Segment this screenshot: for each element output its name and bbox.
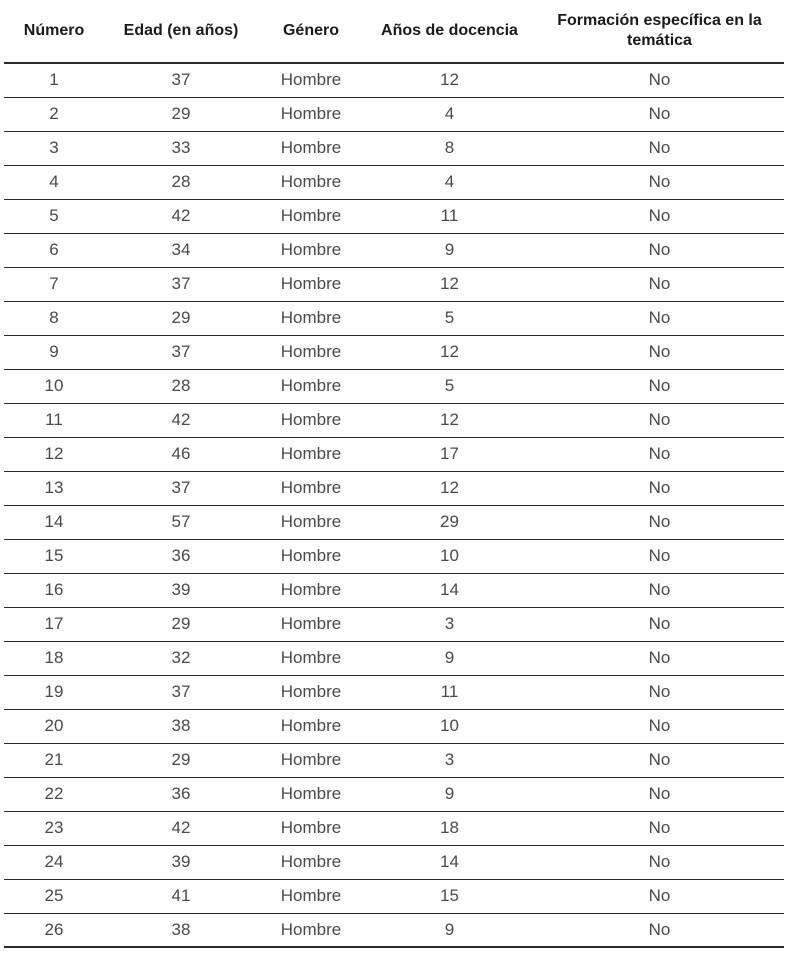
cell-numero: 18 bbox=[4, 641, 104, 675]
cell-genero: Hombre bbox=[258, 233, 364, 267]
teachers-table bbox=[4, 0, 784, 948]
cell-formacion: No bbox=[535, 505, 784, 539]
cell-edad: 28 bbox=[104, 369, 258, 403]
cell-numero: 9 bbox=[4, 335, 104, 369]
cell-anos-docencia: 12 bbox=[364, 403, 535, 437]
cell-anos-docencia: 9 bbox=[364, 913, 535, 947]
cell-edad: 36 bbox=[104, 539, 258, 573]
table-row bbox=[4, 131, 784, 165]
table-row bbox=[4, 505, 784, 539]
cell-anos-docencia: 3 bbox=[364, 743, 535, 777]
table-row bbox=[4, 845, 784, 879]
cell-formacion: No bbox=[535, 131, 784, 165]
cell-anos-docencia: 11 bbox=[364, 199, 535, 233]
cell-anos-docencia: 10 bbox=[364, 709, 535, 743]
cell-numero: 13 bbox=[4, 471, 104, 505]
table-row bbox=[4, 165, 784, 199]
cell-genero: Hombre bbox=[258, 641, 364, 675]
cell-anos-docencia: 12 bbox=[364, 267, 535, 301]
cell-edad: 46 bbox=[104, 437, 258, 471]
header-row bbox=[4, 0, 784, 63]
cell-numero: 20 bbox=[4, 709, 104, 743]
cell-numero: 26 bbox=[4, 913, 104, 947]
column-header-edad: Edad (en años) bbox=[104, 0, 258, 63]
table-row bbox=[4, 335, 784, 369]
cell-edad: 34 bbox=[104, 233, 258, 267]
cell-genero: Hombre bbox=[258, 131, 364, 165]
cell-anos-docencia: 18 bbox=[364, 811, 535, 845]
cell-anos-docencia: 11 bbox=[364, 675, 535, 709]
cell-genero: Hombre bbox=[258, 811, 364, 845]
cell-numero: 15 bbox=[4, 539, 104, 573]
cell-formacion: No bbox=[535, 199, 784, 233]
table-row bbox=[4, 199, 784, 233]
cell-anos-docencia: 3 bbox=[364, 607, 535, 641]
cell-anos-docencia: 12 bbox=[364, 335, 535, 369]
cell-edad: 57 bbox=[104, 505, 258, 539]
cell-genero: Hombre bbox=[258, 607, 364, 641]
cell-genero: Hombre bbox=[258, 777, 364, 811]
table-row bbox=[4, 709, 784, 743]
cell-anos-docencia: 5 bbox=[364, 369, 535, 403]
table-row bbox=[4, 233, 784, 267]
cell-anos-docencia: 9 bbox=[364, 641, 535, 675]
cell-formacion: No bbox=[535, 913, 784, 947]
cell-formacion: No bbox=[535, 641, 784, 675]
cell-numero: 12 bbox=[4, 437, 104, 471]
cell-formacion: No bbox=[535, 165, 784, 199]
cell-numero: 1 bbox=[4, 63, 104, 97]
cell-numero: 17 bbox=[4, 607, 104, 641]
cell-anos-docencia: 14 bbox=[364, 573, 535, 607]
table-row bbox=[4, 743, 784, 777]
table-row bbox=[4, 573, 784, 607]
cell-edad: 42 bbox=[104, 403, 258, 437]
cell-anos-docencia: 29 bbox=[364, 505, 535, 539]
cell-genero: Hombre bbox=[258, 267, 364, 301]
table-row bbox=[4, 675, 784, 709]
cell-genero: Hombre bbox=[258, 437, 364, 471]
cell-edad: 37 bbox=[104, 675, 258, 709]
cell-genero: Hombre bbox=[258, 743, 364, 777]
table-row bbox=[4, 267, 784, 301]
table-row bbox=[4, 63, 784, 97]
cell-numero: 21 bbox=[4, 743, 104, 777]
column-header-numero: Número bbox=[4, 0, 104, 63]
table-row bbox=[4, 403, 784, 437]
cell-anos-docencia: 9 bbox=[364, 777, 535, 811]
cell-anos-docencia: 14 bbox=[364, 845, 535, 879]
cell-genero: Hombre bbox=[258, 709, 364, 743]
cell-genero: Hombre bbox=[258, 97, 364, 131]
cell-numero: 2 bbox=[4, 97, 104, 131]
cell-edad: 29 bbox=[104, 301, 258, 335]
cell-anos-docencia: 15 bbox=[364, 879, 535, 913]
cell-numero: 10 bbox=[4, 369, 104, 403]
cell-anos-docencia: 17 bbox=[364, 437, 535, 471]
cell-formacion: No bbox=[535, 301, 784, 335]
cell-formacion: No bbox=[535, 845, 784, 879]
cell-numero: 22 bbox=[4, 777, 104, 811]
cell-numero: 19 bbox=[4, 675, 104, 709]
cell-edad: 42 bbox=[104, 199, 258, 233]
table-row bbox=[4, 437, 784, 471]
cell-genero: Hombre bbox=[258, 165, 364, 199]
table-row bbox=[4, 301, 784, 335]
cell-edad: 39 bbox=[104, 573, 258, 607]
cell-numero: 5 bbox=[4, 199, 104, 233]
cell-anos-docencia: 8 bbox=[364, 131, 535, 165]
table-row bbox=[4, 97, 784, 131]
column-header-anos-docencia: Años de docencia bbox=[364, 0, 535, 63]
cell-numero: 16 bbox=[4, 573, 104, 607]
cell-genero: Hombre bbox=[258, 335, 364, 369]
cell-edad: 39 bbox=[104, 845, 258, 879]
cell-formacion: No bbox=[535, 675, 784, 709]
column-header-genero: Género bbox=[258, 0, 364, 63]
cell-numero: 24 bbox=[4, 845, 104, 879]
cell-numero: 14 bbox=[4, 505, 104, 539]
cell-genero: Hombre bbox=[258, 845, 364, 879]
cell-formacion: No bbox=[535, 811, 784, 845]
cell-anos-docencia: 4 bbox=[364, 97, 535, 131]
column-header-formacion: Formación específica en la temática bbox=[535, 0, 784, 63]
cell-genero: Hombre bbox=[258, 913, 364, 947]
table-row bbox=[4, 811, 784, 845]
cell-anos-docencia: 4 bbox=[364, 165, 535, 199]
cell-edad: 36 bbox=[104, 777, 258, 811]
cell-genero: Hombre bbox=[258, 539, 364, 573]
cell-formacion: No bbox=[535, 335, 784, 369]
cell-numero: 4 bbox=[4, 165, 104, 199]
cell-numero: 7 bbox=[4, 267, 104, 301]
cell-edad: 29 bbox=[104, 607, 258, 641]
table-header bbox=[4, 0, 784, 63]
cell-edad: 37 bbox=[104, 267, 258, 301]
cell-formacion: No bbox=[535, 267, 784, 301]
cell-formacion: No bbox=[535, 573, 784, 607]
cell-anos-docencia: 12 bbox=[364, 63, 535, 97]
cell-edad: 28 bbox=[104, 165, 258, 199]
cell-edad: 38 bbox=[104, 709, 258, 743]
cell-numero: 6 bbox=[4, 233, 104, 267]
cell-edad: 38 bbox=[104, 913, 258, 947]
cell-formacion: No bbox=[535, 743, 784, 777]
table-row bbox=[4, 369, 784, 403]
cell-formacion: No bbox=[535, 709, 784, 743]
cell-genero: Hombre bbox=[258, 675, 364, 709]
cell-anos-docencia: 12 bbox=[364, 471, 535, 505]
cell-edad: 42 bbox=[104, 811, 258, 845]
cell-anos-docencia: 9 bbox=[364, 233, 535, 267]
cell-formacion: No bbox=[535, 471, 784, 505]
cell-edad: 41 bbox=[104, 879, 258, 913]
cell-formacion: No bbox=[535, 539, 784, 573]
cell-formacion: No bbox=[535, 97, 784, 131]
cell-genero: Hombre bbox=[258, 403, 364, 437]
cell-anos-docencia: 5 bbox=[364, 301, 535, 335]
table-row bbox=[4, 777, 784, 811]
cell-numero: 25 bbox=[4, 879, 104, 913]
cell-numero: 23 bbox=[4, 811, 104, 845]
cell-formacion: No bbox=[535, 369, 784, 403]
cell-numero: 11 bbox=[4, 403, 104, 437]
table-body bbox=[4, 63, 784, 947]
cell-edad: 37 bbox=[104, 471, 258, 505]
cell-genero: Hombre bbox=[258, 573, 364, 607]
table-row bbox=[4, 607, 784, 641]
cell-formacion: No bbox=[535, 63, 784, 97]
cell-genero: Hombre bbox=[258, 369, 364, 403]
cell-genero: Hombre bbox=[258, 471, 364, 505]
cell-genero: Hombre bbox=[258, 199, 364, 233]
table-row bbox=[4, 913, 784, 947]
cell-edad: 32 bbox=[104, 641, 258, 675]
table-row bbox=[4, 471, 784, 505]
cell-formacion: No bbox=[535, 607, 784, 641]
cell-edad: 29 bbox=[104, 743, 258, 777]
cell-edad: 29 bbox=[104, 97, 258, 131]
cell-formacion: No bbox=[535, 403, 784, 437]
teachers-table-container bbox=[4, 0, 784, 948]
cell-anos-docencia: 10 bbox=[364, 539, 535, 573]
table-row bbox=[4, 539, 784, 573]
cell-genero: Hombre bbox=[258, 879, 364, 913]
cell-formacion: No bbox=[535, 437, 784, 471]
cell-genero: Hombre bbox=[258, 301, 364, 335]
cell-numero: 8 bbox=[4, 301, 104, 335]
cell-genero: Hombre bbox=[258, 63, 364, 97]
cell-formacion: No bbox=[535, 233, 784, 267]
cell-edad: 33 bbox=[104, 131, 258, 165]
cell-genero: Hombre bbox=[258, 505, 364, 539]
table-row bbox=[4, 879, 784, 913]
cell-edad: 37 bbox=[104, 63, 258, 97]
cell-formacion: No bbox=[535, 879, 784, 913]
table-row bbox=[4, 641, 784, 675]
cell-numero: 3 bbox=[4, 131, 104, 165]
cell-formacion: No bbox=[535, 777, 784, 811]
cell-edad: 37 bbox=[104, 335, 258, 369]
